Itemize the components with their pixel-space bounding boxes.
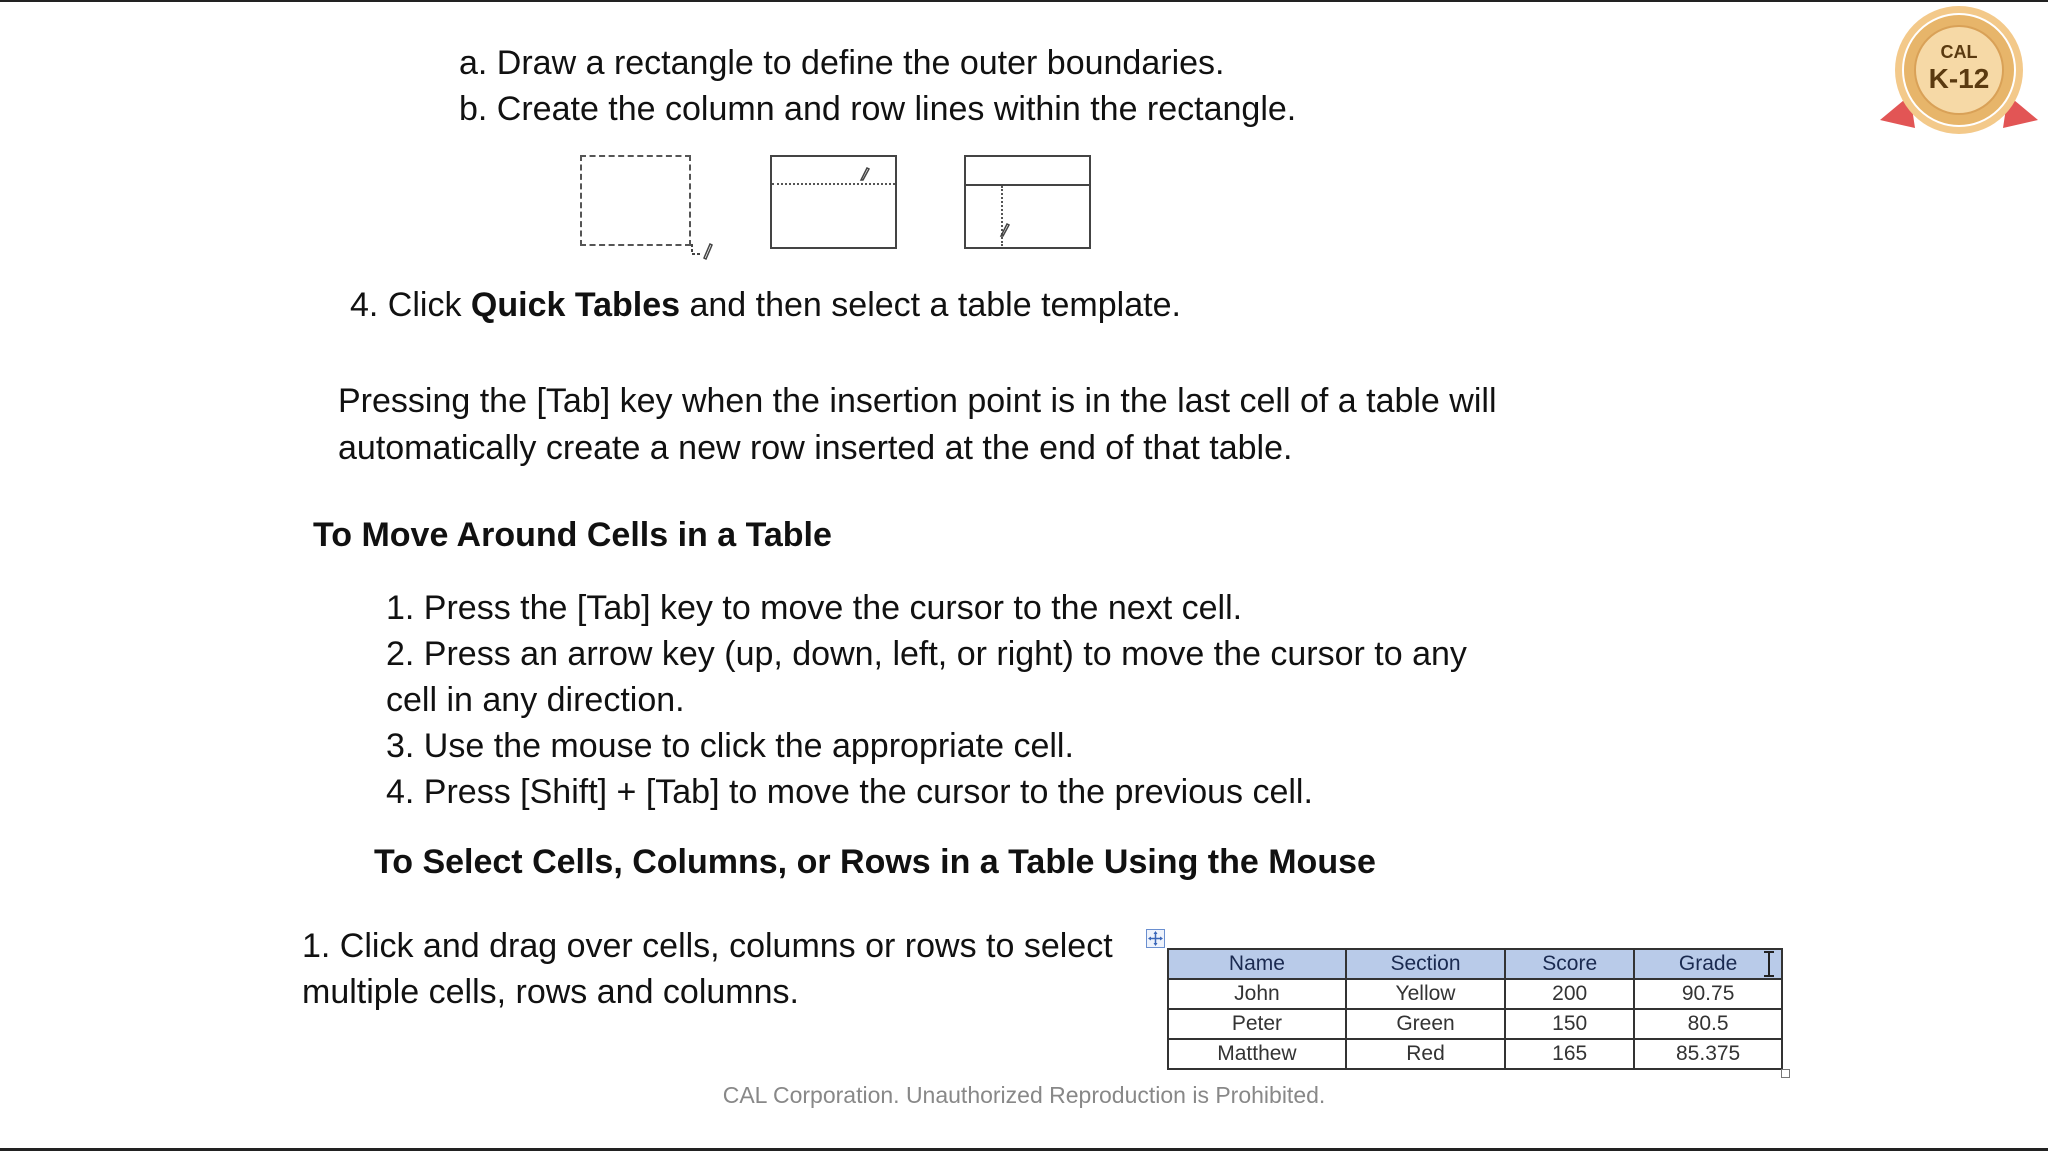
table-cell[interactable]: 150	[1505, 1009, 1634, 1039]
step-4-suffix: and then select a table template.	[680, 286, 1181, 324]
pencil-icon	[858, 167, 872, 181]
diagram-dotted-row-line	[772, 183, 895, 185]
table-resize-handle[interactable]	[1781, 1069, 1790, 1078]
diagram-dotted-column-line	[1001, 186, 1003, 246]
table-cell[interactable]: 90.75	[1634, 979, 1782, 1009]
table-cell[interactable]: Red	[1346, 1039, 1505, 1069]
svg-text:CAL: CAL	[1940, 42, 1978, 62]
header-section[interactable]: Section	[1346, 949, 1505, 979]
table-cell[interactable]: John	[1168, 979, 1346, 1009]
pencil-icon	[690, 240, 714, 262]
header-score[interactable]: Score	[1505, 949, 1634, 979]
table-move-handle-icon[interactable]	[1146, 929, 1165, 948]
tab-note-line-1: Pressing the [Tab] key when the insertion point is in the last cell of a table will	[338, 382, 1497, 420]
move-item-1: 1. Press the [Tab] key to move the cursor to the next cell.	[386, 589, 1243, 627]
step-4-text	[350, 282, 1181, 328]
table-cell[interactable]: 85.375	[1634, 1039, 1782, 1069]
step-4-prefix: 4. Click	[350, 286, 471, 324]
svg-text:K-12: K-12	[1928, 63, 1990, 94]
table-cell[interactable]: 165	[1505, 1039, 1634, 1069]
step-b-text: b. Create the column and row lines within the rectangle.	[459, 90, 1297, 128]
top-border	[0, 0, 2048, 2]
pencil-icon	[998, 223, 1012, 237]
diagram-row-line-box	[770, 155, 897, 249]
select-item-1-line-2: multiple cells, rows and columns.	[302, 973, 799, 1011]
tab-note-line-2: automatically create a new row inserted at the end of that table.	[338, 429, 1293, 467]
diagram-column-line-box	[964, 155, 1091, 249]
move-item-2: 2. Press an arrow key (up, down, left, or right) to move the cursor to any	[386, 635, 1467, 673]
move-item-2-cont: cell in any direction.	[386, 681, 685, 719]
move-item-3: 3. Use the mouse to click the appropriate cell.	[386, 727, 1074, 765]
move-item-4: 4. Press [Shift] + [Tab] to move the cursor to the previous cell.	[386, 773, 1313, 811]
cal-k12-seal-logo	[1870, 0, 2048, 140]
diagram-row-line	[966, 184, 1089, 186]
copyright-footer: CAL Corporation. Unauthorized Reproduction is Prohibited.	[722, 1082, 1326, 1108]
move-cells-heading: To Move Around Cells in a Table	[313, 516, 832, 554]
table-header-row	[1168, 949, 1782, 979]
quick-tables-label: Quick Tables	[470, 286, 681, 324]
sample-table[interactable]	[1167, 948, 1783, 1070]
move-arrows-icon	[1147, 930, 1164, 947]
select-item-1-line-1: 1. Click and drag over cells, columns or rows to select	[302, 927, 1113, 965]
table-cell[interactable]: 200	[1505, 979, 1634, 1009]
table-row	[1168, 979, 1782, 1009]
table-cell[interactable]: Yellow	[1346, 979, 1505, 1009]
diagram-outer-rectangle	[580, 155, 691, 246]
header-grade[interactable]: Grade	[1634, 949, 1782, 979]
table-cell[interactable]: Peter	[1168, 1009, 1346, 1039]
table-cell[interactable]: 80.5	[1634, 1009, 1782, 1039]
table-row	[1168, 1009, 1782, 1039]
select-cells-heading: To Select Cells, Columns, or Rows in a Table Using the Mouse	[374, 843, 1376, 881]
step-a-text: a. Draw a rectangle to define the outer boundaries.	[459, 44, 1225, 82]
table-row	[1168, 1039, 1782, 1069]
text-cursor-icon	[1762, 950, 1776, 978]
header-name[interactable]: Name	[1168, 949, 1346, 979]
table-cell[interactable]: Matthew	[1168, 1039, 1346, 1069]
table-cell[interactable]: Green	[1346, 1009, 1505, 1039]
bottom-border	[0, 1148, 2048, 1151]
